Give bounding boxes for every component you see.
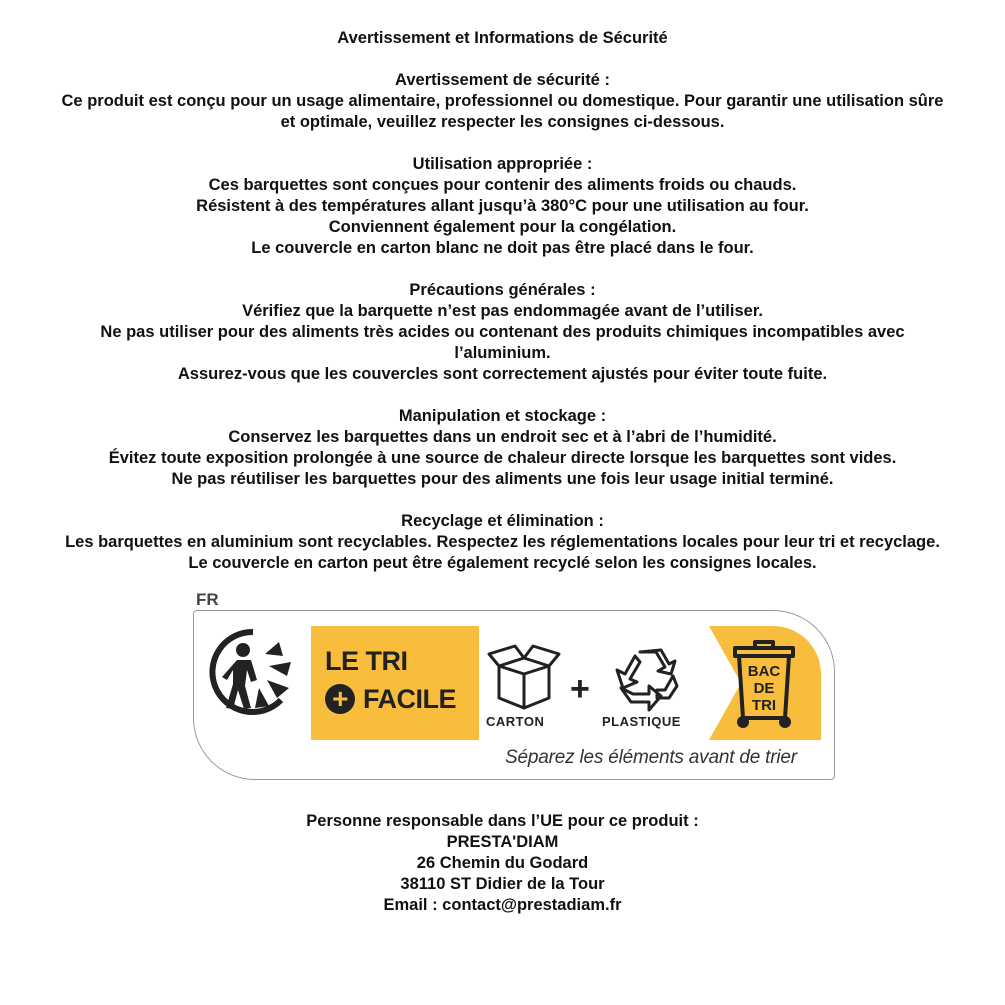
carton-box-icon — [485, 642, 563, 712]
recycle-icon — [613, 646, 683, 712]
text-line: Ces barquettes sont conçues pour contenir des aliments froids ou chauds. — [208, 176, 797, 194]
section-heading-precautions: Précautions générales : — [409, 281, 596, 299]
text-line: Évitez toute exposition prolongée à une source de chaleur directe lorsque les barquettes sont vides. — [108, 449, 897, 467]
plus-circle-icon: + — [325, 684, 355, 714]
bin-label-line3: TRI — [751, 697, 777, 714]
plastique-label: PLASTIQUE — [602, 714, 681, 729]
logo-caption: Séparez les éléments avant de trier — [505, 747, 797, 768]
text-line: Ce produit est conçu pour un usage alimentaire, professionnel ou domestique. Pour garantir une utilisation sûre — [61, 92, 944, 110]
safety-text-block — [0, 28, 1005, 574]
text-line: Ne pas utiliser pour des aliments très acides ou contenant des produits chimiques incompatibles avec — [100, 323, 905, 341]
triman-icon — [207, 626, 299, 718]
text-line: Assurez-vous que les couvercles sont correctement ajustés pour éviter toute fuite. — [177, 365, 828, 383]
contact-block — [0, 811, 1005, 916]
address-street: 26 Chemin du Godard — [416, 854, 589, 872]
text-line: Vérifiez que la barquette n’est pas endommagée avant de l’utiliser. — [242, 302, 763, 320]
text-line: Ne pas réutiliser les barquettes pour des aliments une fois leur usage initial terminé. — [171, 470, 834, 488]
company-name: PRESTA'DIAM — [446, 833, 559, 851]
text-line: Conservez les barquettes dans un endroit sec et à l’abri de l’humidité. — [228, 428, 777, 446]
section-heading-usage: Utilisation appropriée : — [412, 155, 593, 173]
section-heading-recycling: Recyclage et élimination : — [401, 512, 604, 530]
contact-email: Email : contact@prestadiam.fr — [383, 896, 622, 914]
logo-title-line2 — [325, 684, 456, 714]
text-line: Le couvercle en carton peut être également recyclé selon les consignes locales. — [188, 554, 817, 572]
info-tri-logo — [193, 610, 835, 780]
bin-label-line1: BAC — [747, 663, 781, 680]
document-title: Avertissement et Informations de Sécurité — [337, 29, 668, 47]
address-city: 38110 ST Didier de la Tour — [400, 875, 605, 893]
bin-label-line2: DE — [753, 680, 775, 697]
logo-title-line1: LE TRI — [325, 646, 408, 676]
carton-label: CARTON — [486, 714, 545, 729]
text-line: l’aluminium. — [454, 344, 551, 362]
plus-icon: + — [570, 670, 590, 708]
text-line: Résistent à des températures allant jusqu’à 380°C pour une utilisation au four. — [196, 197, 809, 215]
text-line: Conviennent également pour la congélation. — [328, 218, 677, 236]
text-line: et optimale, veuillez respecter les consignes ci-dessous. — [280, 113, 725, 131]
section-heading-safety: Avertissement de sécurité : — [395, 71, 610, 89]
contact-heading: Personne responsable dans l’UE pour ce produit : — [306, 812, 699, 830]
text-line: Les barquettes en aluminium sont recyclables. Respectez les réglementations locales pour leur tri et recyclage. — [65, 533, 940, 551]
section-heading-handling: Manipulation et stockage : — [398, 407, 607, 425]
text-line: Le couvercle en carton blanc ne doit pas être placé dans le four. — [251, 239, 754, 257]
logo-country-code: FR — [196, 590, 219, 609]
logo-facile-text: FACILE — [363, 684, 457, 714]
